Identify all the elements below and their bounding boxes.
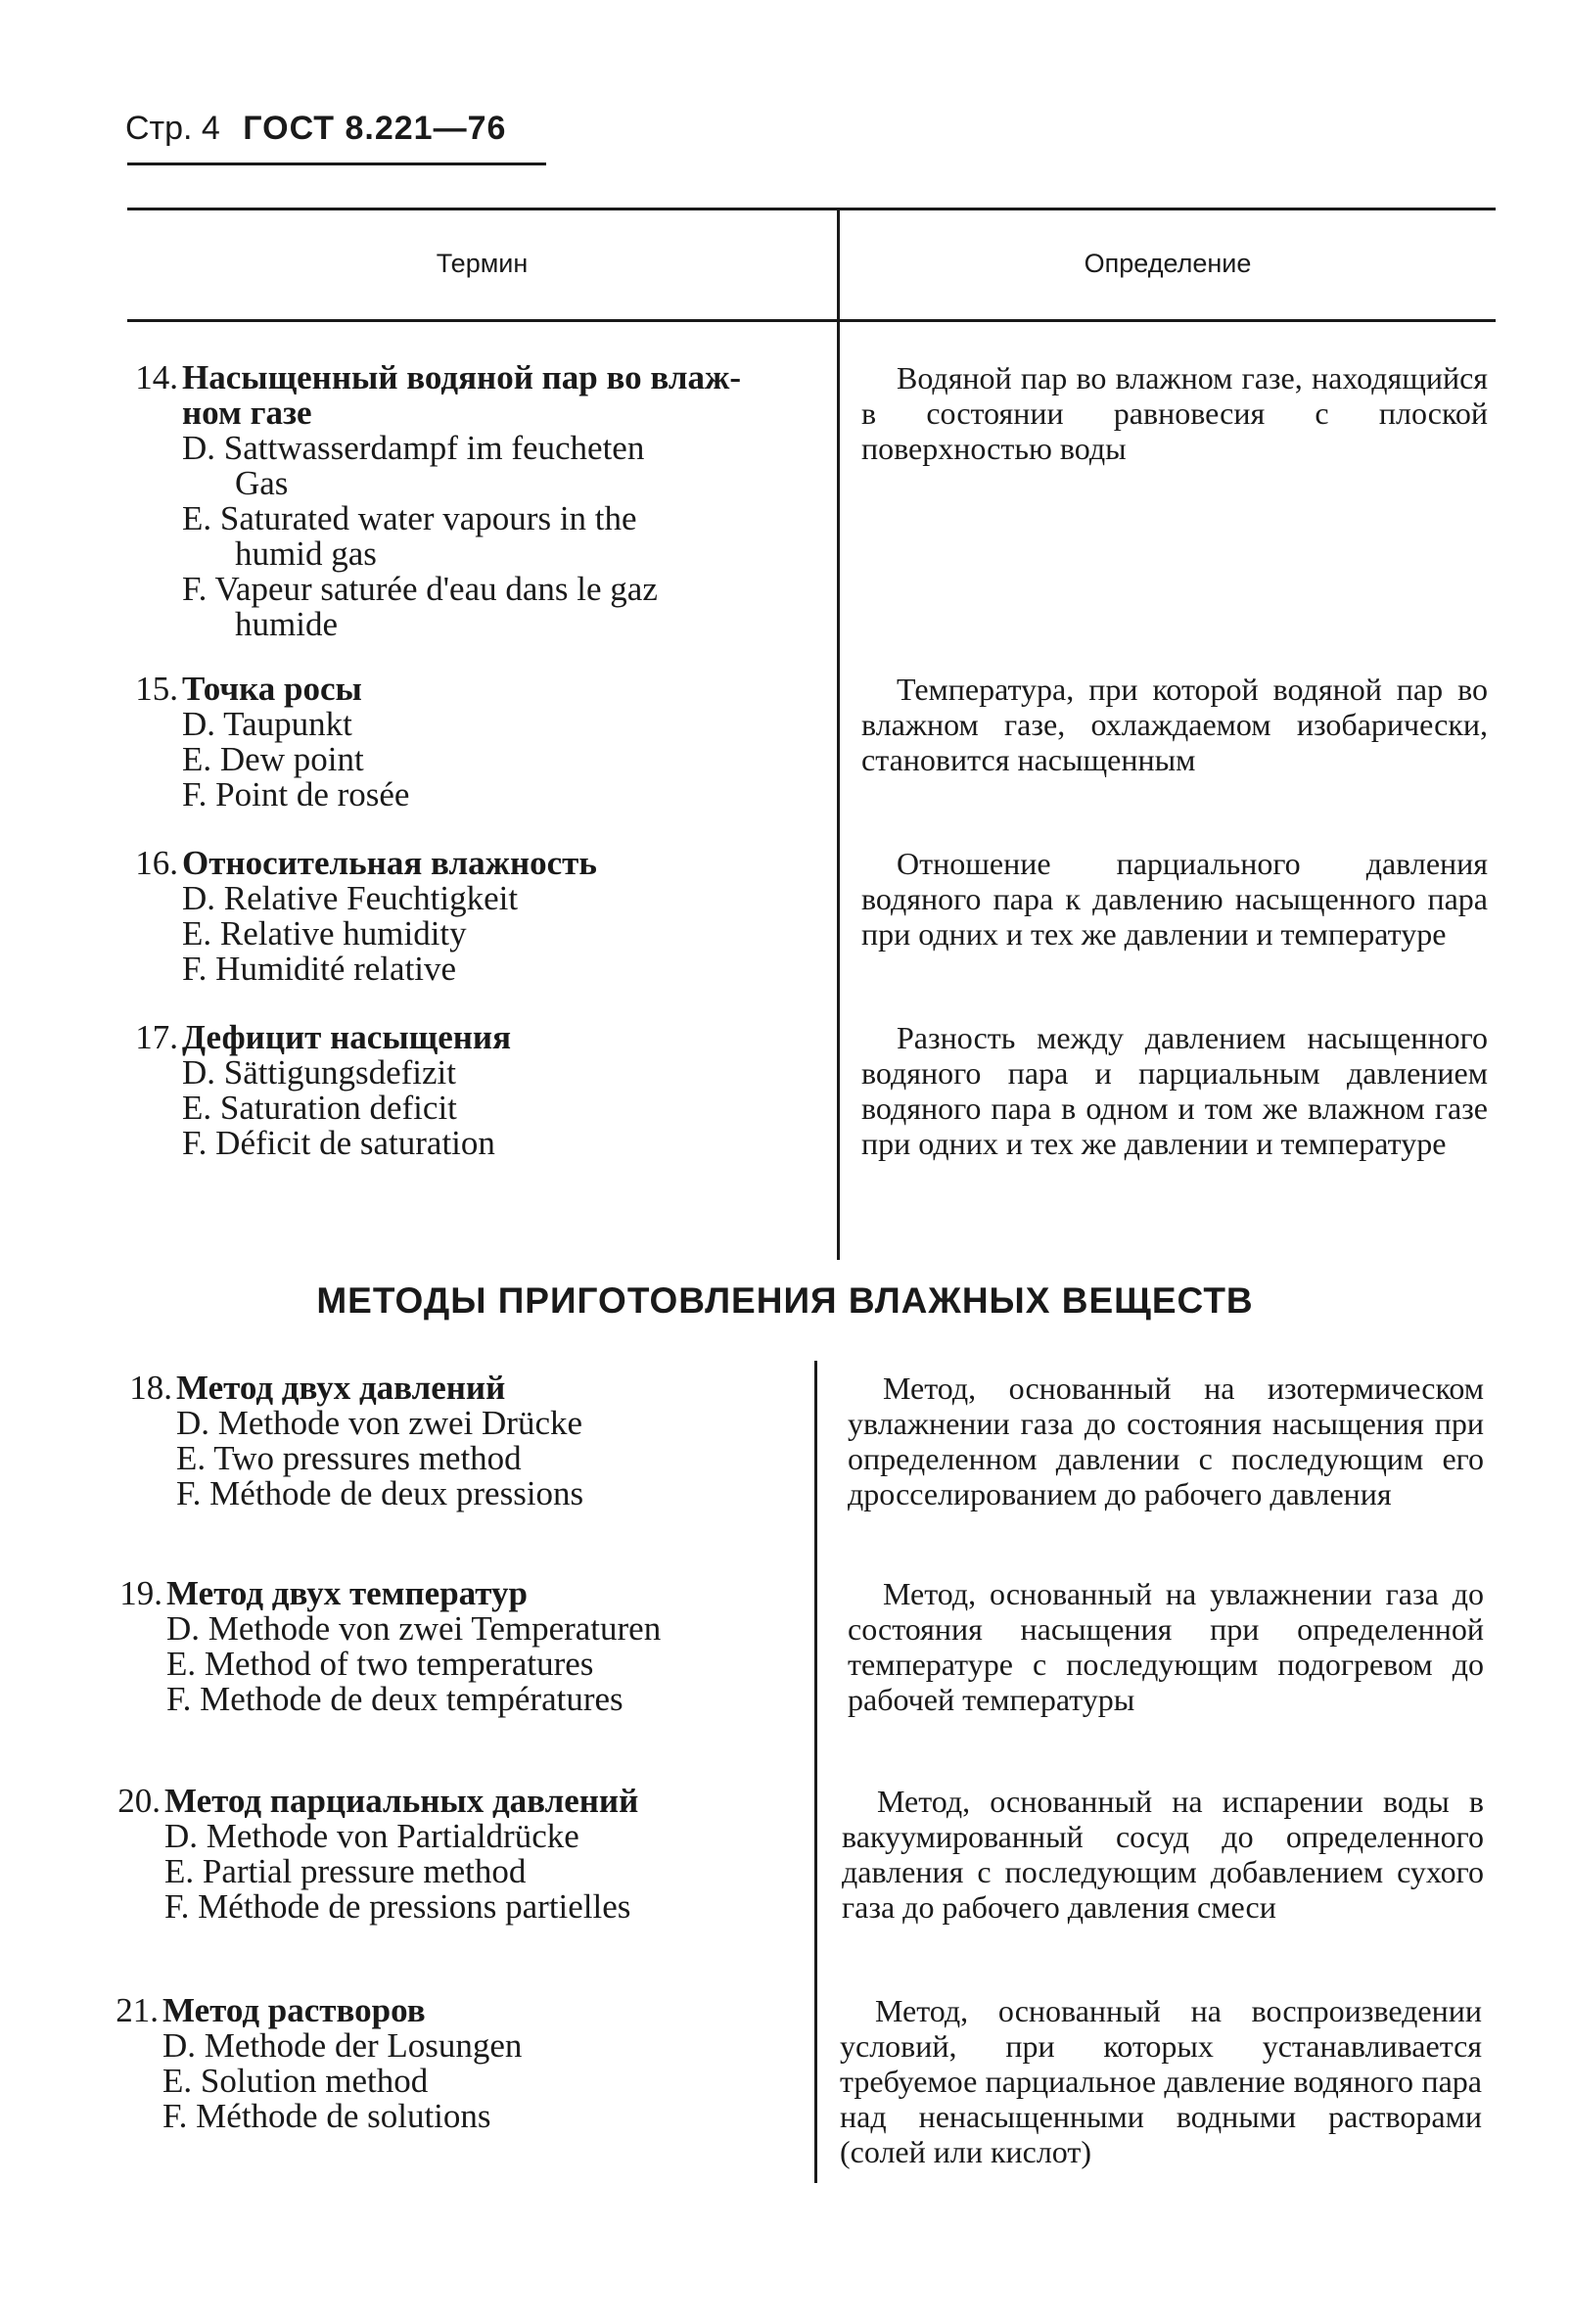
term-entry: [119, 1574, 803, 1718]
term-russian: Точка росы: [182, 670, 362, 708]
term-french: F. Vapeur saturée d'eau dans le gaz: [182, 570, 658, 608]
term-definition: Водяной пар во влажном газе, находящийся в состоянии равновесия с плоской поверхностью воды: [861, 360, 1488, 466]
column-header-term: Термин: [436, 249, 529, 278]
table-header-rule: [127, 319, 1496, 322]
term-russian: Метод парциальных давлений: [164, 1782, 639, 1820]
term-definition: Метод, основанный на изотермическом увлажнении газа до состояния насыщения при определенном давлении с последующим его дросселированием до рабочего давления: [848, 1371, 1484, 1511]
term-definition: Отношение парциального давления водяного пара к давлению насыщенного пара при одних и тех же давлении и температуре: [861, 846, 1488, 952]
term-entry: [135, 1018, 808, 1162]
term-english: E. Two pressures method: [176, 1439, 522, 1477]
term-english-cont: humid gas: [235, 535, 377, 573]
term-english: E. Saturation deficit: [182, 1089, 457, 1127]
term-french: F. Methode de deux températures: [166, 1680, 623, 1718]
term-definition: Разность между давлением насыщенного водяного пара и парциальным давлением водяного пара в одном и том же влажном газе при одних и тех же давлении и температуре: [861, 1020, 1488, 1161]
term-french: F. Humidité relative: [182, 950, 457, 988]
term-entry: [129, 1369, 803, 1512]
term-definition: Метод, основанный на воспроизведении условий, при которых устанавливается требуемое парциальное давление водяного пара над ненасыщенными водными растворами (солей или кислот): [840, 1993, 1482, 2169]
term-entry: [135, 670, 808, 813]
term-english: E. Dew point: [182, 740, 364, 778]
term-german: D. Sättigungsdefizit: [182, 1053, 456, 1092]
term-french-cont: humide: [235, 605, 338, 643]
term-russian: Метод двух температур: [166, 1574, 528, 1612]
term-english: E. Partial pressure method: [164, 1852, 527, 1890]
page-number: Стр. 4: [125, 110, 220, 147]
column-header-definition: Определение: [1084, 249, 1252, 278]
term-english: E. Saturated water vapours in the: [182, 499, 637, 537]
term-english: E. Method of two temperatures: [166, 1645, 594, 1683]
term-russian: Относительная влажность: [182, 844, 597, 882]
term-number: 16.: [135, 844, 178, 882]
term-german: D. Methode von Partialdrücke: [164, 1817, 579, 1855]
term-number: 19.: [119, 1574, 162, 1612]
term-russian-cont: ном газе: [182, 394, 312, 432]
term-russian: Метод двух давлений: [176, 1369, 506, 1407]
term-number: 14.: [135, 358, 178, 396]
column-divider-lower: [814, 1361, 817, 2183]
column-divider-upper: [837, 208, 840, 1260]
term-german-cont: Gas: [235, 464, 289, 502]
section-title: МЕТОДЫ ПРИГОТОВЛЕНИЯ ВЛАЖНЫХ ВЕЩЕСТВ: [316, 1280, 1254, 1321]
term-number: 18.: [129, 1369, 172, 1407]
term-russian: Дефицит насыщения: [182, 1018, 512, 1056]
term-number: 15.: [135, 670, 178, 708]
table-top-rule: [127, 208, 1496, 210]
standard-id: ГОСТ 8.221—76: [243, 110, 507, 147]
term-german: D. Taupunkt: [182, 705, 352, 743]
term-german: D. Sattwasserdampf im feucheten: [182, 429, 645, 467]
term-definition: Метод, основанный на увлажнении газа до состояния насыщения при определенной температуре с последующим подогревом до рабочей температуры: [848, 1576, 1484, 1717]
term-number: 21.: [115, 1991, 159, 2029]
term-number: 20.: [117, 1782, 161, 1820]
term-entry: [117, 1782, 801, 1926]
term-entry: [135, 358, 808, 643]
term-english: E. Relative humidity: [182, 914, 467, 953]
term-french: F. Méthode de solutions: [162, 2097, 491, 2135]
term-french: F. Déficit de saturation: [182, 1124, 495, 1162]
header-rule: [127, 163, 546, 165]
term-russian: Метод растворов: [162, 1991, 426, 2029]
term-russian: Насыщенный водяной пар во влаж-: [182, 358, 742, 396]
term-entry: [115, 1991, 799, 2135]
term-french: F. Méthode de deux pressions: [176, 1474, 584, 1512]
term-french: F. Point de rosée: [182, 775, 410, 813]
term-english: E. Solution method: [162, 2062, 429, 2100]
term-german: D. Methode von zwei Drücke: [176, 1404, 583, 1442]
page-header: [125, 110, 506, 148]
term-number: 17.: [135, 1018, 178, 1056]
term-definition: Метод, основанный на испарении воды в вакуумированный сосуд до определенного давления с последующим добавлением сухого газа до рабочего давления смеси: [842, 1784, 1484, 1925]
term-entry: [135, 844, 808, 988]
term-definition: Температура, при которой водяной пар во влажном газе, охлаждаемом изобарически, становится насыщенным: [861, 672, 1488, 777]
term-german: D. Relative Feuchtigkeit: [182, 879, 519, 917]
term-german: D. Methode von zwei Temperaturen: [166, 1609, 662, 1648]
term-french: F. Méthode de pressions partielles: [164, 1887, 631, 1926]
term-german: D. Methode der Losungen: [162, 2026, 523, 2065]
